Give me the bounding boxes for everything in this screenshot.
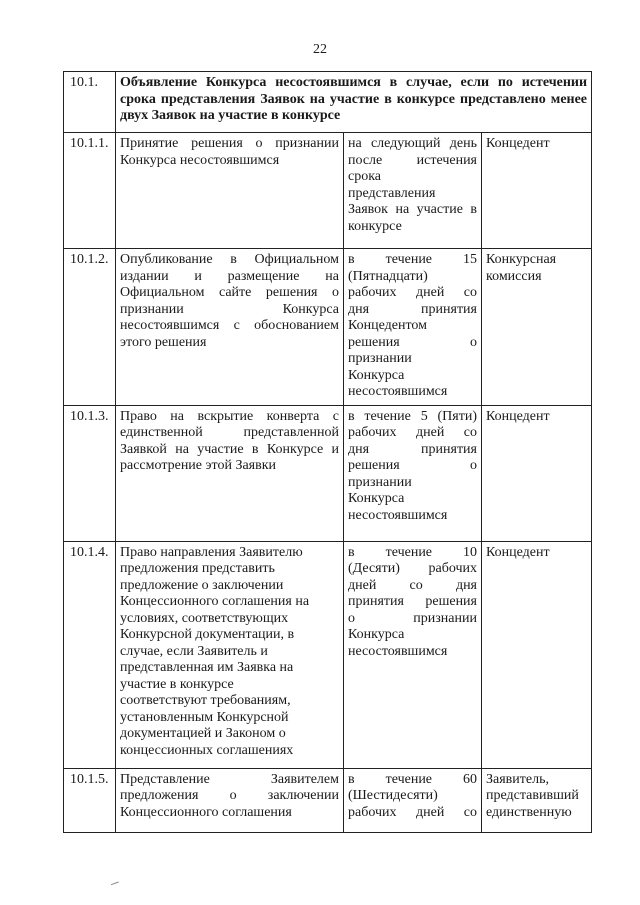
term-line: принятия решения <box>348 594 477 609</box>
action-line: концессионных соглашениях <box>120 742 294 758</box>
item-action: Опубликование в Официальном издании и размещение на Официальном сайте решения о признании Конкурса несостоявшимся с обоснованием этого решения <box>116 249 344 406</box>
item-number: 10.1.1. <box>64 133 116 249</box>
action-line: условиях, соответствующих <box>120 610 289 626</box>
action-line: Конкурсной документации, в <box>120 627 295 642</box>
item-term <box>344 405 482 541</box>
term-line: дня принятия <box>348 441 477 457</box>
term-line: дня принятия <box>348 301 477 317</box>
term-line: о признании <box>348 610 477 626</box>
responsible-line: единственную <box>486 804 572 820</box>
item-responsible: Концедент <box>482 133 592 249</box>
term-line: срока <box>348 169 382 184</box>
responsible-line: представивший <box>486 788 579 803</box>
item-number: 10.1.4. <box>64 541 116 768</box>
item-action: Принятие решения о признании Конкурса несостоявшимся <box>116 133 344 249</box>
item-responsible: Концедент <box>482 541 592 768</box>
item-responsible: Концедент <box>482 405 592 541</box>
item-number: 10.1.3. <box>64 405 116 541</box>
action-line: представленная им Заявка на <box>120 660 294 675</box>
pen-mark <box>109 877 119 885</box>
item-term <box>344 541 482 768</box>
action-line: документацией и Законом о <box>120 726 286 741</box>
item-responsible <box>482 768 592 832</box>
term-line: в течение 60 <box>348 771 477 787</box>
term-line: рабочих дней со <box>348 804 477 820</box>
term-line: Концедентом <box>348 318 428 333</box>
term-line: Конкурса <box>348 367 405 383</box>
item-term <box>344 133 482 249</box>
term-line: после истечения <box>348 152 477 168</box>
page-number: 22 <box>313 42 327 57</box>
action-line: предложение о заключении <box>120 577 284 593</box>
item-term <box>344 249 482 406</box>
action-line: соответствуют требованиям, <box>120 693 291 708</box>
table-row <box>64 768 592 832</box>
action-line: случае, если Заявитель и <box>120 643 268 659</box>
term-line: Заявок на участие в <box>348 202 477 217</box>
item-action: Право на вскрытие конверта с единственной представленной Заявкой на участие в Конкурсе и рассмотрение этой Заявки <box>116 405 344 541</box>
table-row <box>64 249 592 406</box>
action-line: предложения представить <box>120 561 275 576</box>
term-line: несостоявшимся <box>348 643 448 659</box>
term-line: рабочих дней со <box>348 425 477 440</box>
section-title: Объявление Конкурса несостоявшимся в случае, если по истечении срока представления Заявок на участие в конкурсе представлено менее двух Заявок на участие в конкурсе <box>116 72 592 133</box>
action-line: Концессионного соглашения на <box>120 594 310 609</box>
section-heading-row <box>64 72 592 133</box>
term-line: (Шестидесяти) <box>348 788 438 803</box>
section-number: 10.1. <box>64 72 116 133</box>
action-line: Право направления Заявителю <box>120 544 303 560</box>
term-line: Конкурса <box>348 627 405 642</box>
table-row <box>64 405 592 541</box>
term-line: Конкурса <box>348 491 405 506</box>
term-line: решения о <box>348 334 477 350</box>
item-number: 10.1.5. <box>64 768 116 832</box>
term-line: (Пятнадцати) <box>348 268 428 284</box>
procedure-table <box>63 71 592 833</box>
responsible-line: Заявитель, <box>486 771 549 787</box>
term-line: признании <box>348 351 412 366</box>
term-line: в течение 10 <box>348 544 477 560</box>
term-line: рабочих дней со <box>348 285 477 300</box>
item-responsible: Конкурсная комиссия <box>482 249 592 406</box>
term-line: признании <box>348 474 412 490</box>
term-line: дней со дня <box>348 577 477 593</box>
item-action <box>116 541 344 768</box>
term-line: решения о <box>348 458 477 473</box>
term-line: представления <box>348 185 436 201</box>
term-line: в течение 5 (Пяти) <box>348 408 477 424</box>
term-line: (Десяти) рабочих <box>348 561 477 576</box>
term-line: на следующий день <box>348 136 477 151</box>
term-line: несостоявшимся <box>348 507 448 523</box>
term-line: конкурсе <box>348 218 402 234</box>
term-line: в течение 15 <box>348 252 477 267</box>
action-line: установленным Конкурсной <box>120 709 289 725</box>
term-line: несостоявшимся <box>348 384 448 399</box>
table-row <box>64 541 592 768</box>
item-term <box>344 768 482 832</box>
item-number: 10.1.2. <box>64 249 116 406</box>
item-action: Представление Заявителем предложения о заключении Концессионного соглашения <box>116 768 344 832</box>
table-row <box>64 133 592 249</box>
action-line: участие в конкурсе <box>120 676 234 692</box>
